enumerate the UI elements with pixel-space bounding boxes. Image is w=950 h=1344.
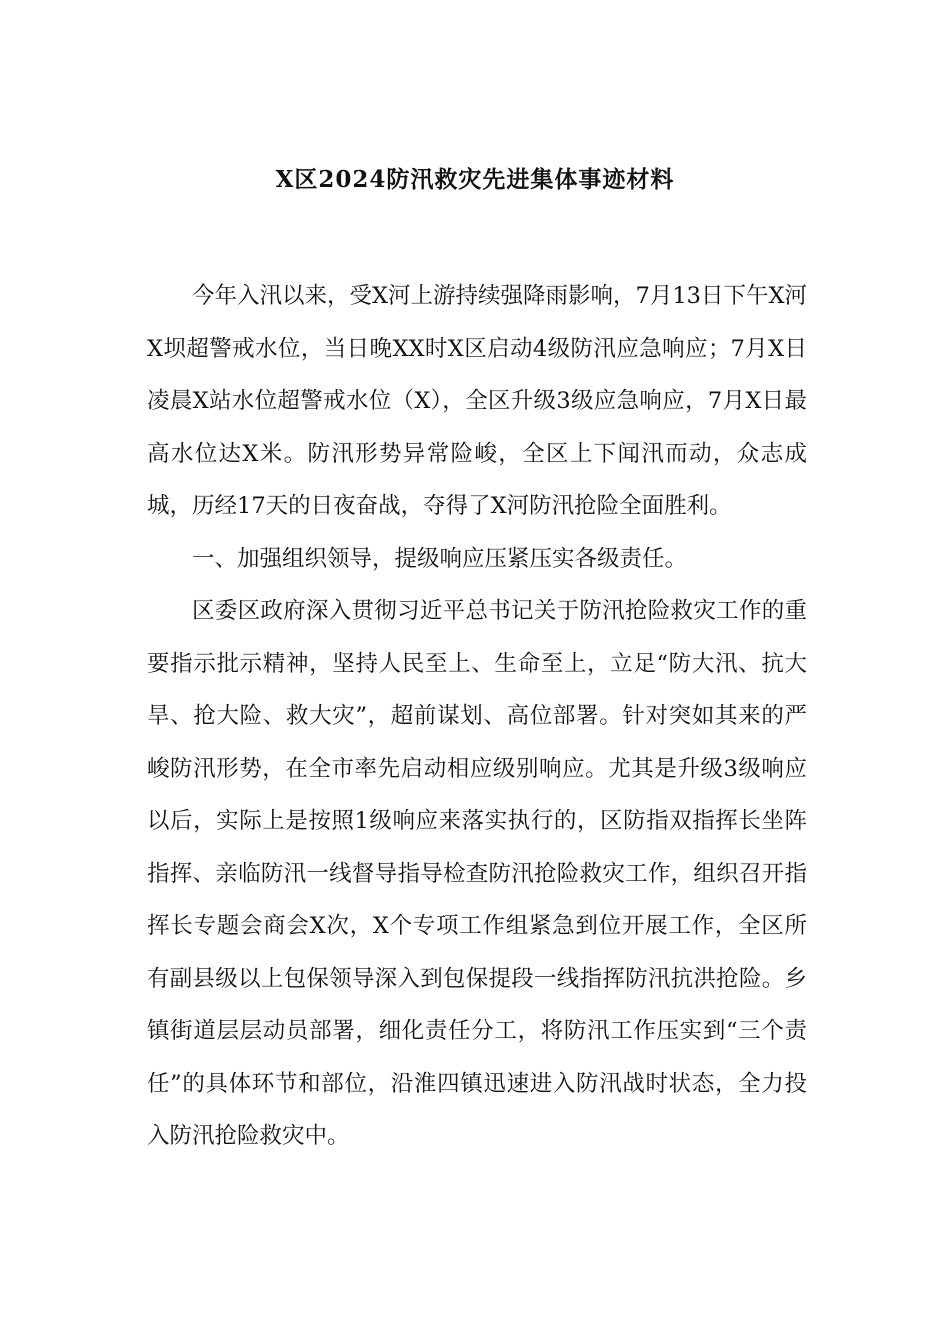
- paragraph-section-1: 区委区政府深入贯彻习近平总书记关于防汛抢险救灾工作的重要指示批示精神，坚持人民至上、生命至上，立足“防大汛、抗大旱、抢大险、救大灾”，超前谋划、高位部署。针对突如其来的严峻防汛形势，在全市率先启动相应级别响应。尤其是升级3级响应以后，实际上是按照1级响应来落实执行的，区防指双指挥长坐阵指挥、亲临防汛一线督导指导检查防汛抢险救灾工作，组织召开指挥长专题会商会X次，X个专项工作组紧急到位开展工作，全区所有副县级以上包保领导深入到包保提段一线指挥防汛抗洪抢险。乡镇街道层层动员部署，细化责任分工，将防汛工作压实到“三个责任”的具体环节和部位，沿淮四镇迅速进入防汛战时状态，全力投入防汛抢险救灾中。: [147, 598, 807, 1149]
- section-heading-1: 一、加强组织领导，提级响应压紧压实各级责任。: [192, 545, 688, 572]
- document-title: X区2024防汛救灾先进集体事迹材料: [275, 166, 675, 193]
- paragraph-intro: 今年入汛以来，受X河上游持续强降雨影响，7月13日下午X河X坝超警戒水位，当日晚XX时X区启动4级防汛应急响应；7月X日凌晨X站水位超警戒水位（X），全区升级3级应急响应，7月X日最高水位达X米。防汛形势异常险峻，全区上下闻汛而动，众志成城，历经17天的日夜奋战，夺得了X河防汛抢险全面胜利。: [147, 283, 807, 519]
- document-body: [147, 270, 807, 1163]
